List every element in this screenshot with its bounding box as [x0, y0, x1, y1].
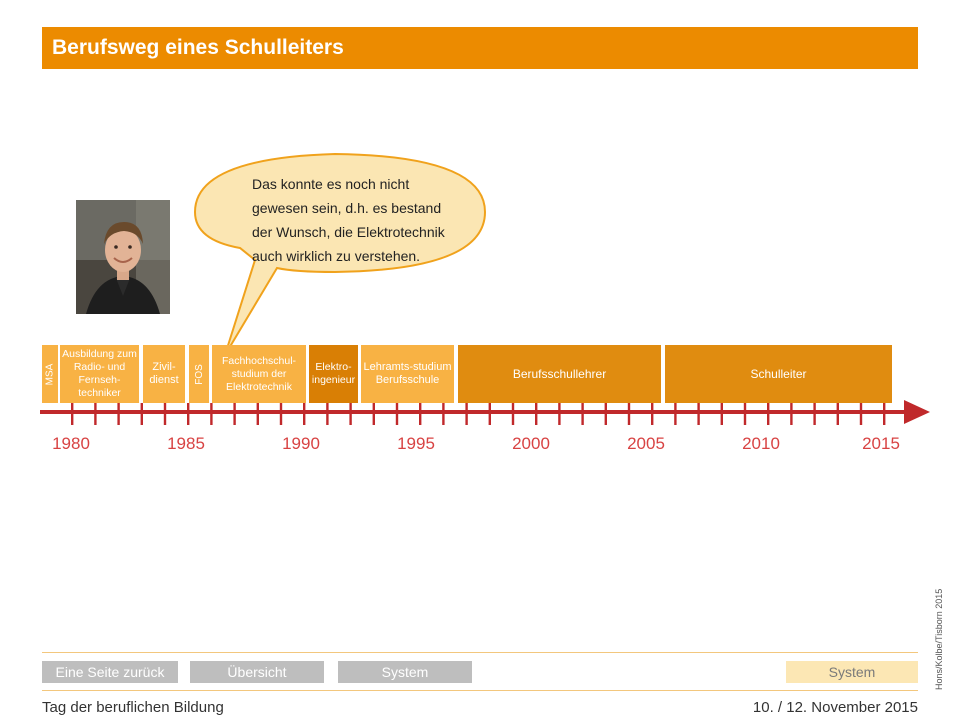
year-label: 2000	[512, 434, 550, 453]
timeline-tick	[349, 403, 351, 425]
timeline-tick	[117, 403, 119, 425]
year-label: 1990	[282, 434, 320, 453]
segment-label: Zivil-dienst	[149, 361, 179, 386]
segment-label: Ausbildung zum Radio- und Fernseh-techniker	[62, 348, 137, 399]
timeline-tick	[465, 403, 467, 425]
timeline-tick	[164, 403, 166, 425]
footer-divider	[42, 652, 918, 653]
segment-label: Lehramts-studium Berufsschule	[363, 361, 452, 386]
timeline-tick	[442, 403, 444, 425]
segment-fachhochschulstudium	[212, 345, 306, 403]
segment-label: MSA	[44, 363, 56, 385]
timeline-tick	[674, 403, 676, 425]
timeline-tick	[280, 403, 282, 425]
footer-date: 10. / 12. November 2015	[752, 699, 918, 716]
segment-berufsschullehrer	[458, 345, 661, 403]
timeline-tick	[558, 403, 560, 425]
year-label: 1995	[397, 434, 435, 453]
timeline-tick	[605, 403, 607, 425]
speech-line: Das konnte es noch nicht	[252, 176, 410, 192]
timeline-tick	[210, 403, 212, 425]
timeline-tick	[373, 403, 375, 425]
segment-zivildienst	[143, 345, 185, 403]
timeline-arrowhead	[904, 400, 930, 424]
timeline-tick	[326, 403, 328, 425]
timeline-tick	[837, 403, 839, 425]
timeline-tick	[489, 403, 491, 425]
timeline-tick	[697, 403, 699, 425]
timeline-tick	[187, 403, 189, 425]
speech-line: der Wunsch, die Elektrotechnik	[252, 224, 445, 240]
segment-msa	[42, 345, 58, 403]
timeline-tick	[721, 403, 723, 425]
timeline-tick	[581, 403, 583, 425]
segment-fos	[189, 345, 209, 403]
timeline-tick	[257, 403, 259, 425]
overview-button[interactable]: Übersicht	[190, 661, 324, 683]
year-label: 2015	[862, 434, 900, 453]
timeline-line	[40, 410, 908, 414]
system-button[interactable]: System	[338, 661, 472, 683]
year-label: 1980	[52, 434, 90, 453]
segment-ausbildung	[60, 345, 139, 403]
timeline-tick	[883, 403, 885, 425]
timeline-axis	[38, 398, 934, 430]
timeline-tick	[860, 403, 862, 425]
timeline-tick	[651, 403, 653, 425]
speech-line: auch wirklich zu verstehen.	[252, 248, 421, 264]
footer-divider	[42, 690, 918, 691]
segment-label: Schulleiter	[750, 366, 807, 381]
credit-text: Hons/Kolbe/Tisborn 2015	[934, 588, 944, 690]
timeline-tick	[141, 403, 143, 425]
back-button[interactable]: Eine Seite zurück	[42, 661, 178, 683]
timeline-tick	[512, 403, 514, 425]
speech-line: gewesen sein, d.h. es bestand	[252, 200, 442, 216]
page-title: Berufsweg eines Schulleiters	[52, 36, 344, 59]
timeline-tick	[628, 403, 630, 425]
timeline-tick	[744, 403, 746, 425]
segment-label: FOS	[193, 363, 205, 385]
year-label: 2005	[627, 434, 665, 453]
timeline-tick	[71, 403, 73, 425]
timeline-tick	[303, 403, 305, 425]
speech-bubble-text	[252, 172, 487, 268]
footer-event-title: Tag der beruflichen Bildung	[42, 699, 224, 716]
timeline-tick	[419, 403, 421, 425]
segment-label: Fachhochschul-studium der Elektrotechnik	[221, 354, 297, 393]
year-label: 1985	[167, 434, 205, 453]
segment-elektroingenieur	[309, 345, 358, 403]
portrait-photo	[76, 200, 170, 314]
segment-schulleiter	[665, 345, 892, 403]
timeline-tick	[813, 403, 815, 425]
year-label: 2010	[742, 434, 780, 453]
timeline-tick	[233, 403, 235, 425]
timeline-tick	[535, 403, 537, 425]
segment-label: Berufsschullehrer	[512, 366, 607, 381]
segment-label: Elektro-ingenieur	[311, 361, 356, 386]
system-button-active[interactable]: System	[786, 661, 918, 683]
segment-lehramtsstudium	[361, 345, 454, 403]
timeline-tick	[767, 403, 769, 425]
timeline-tick	[396, 403, 398, 425]
timeline-tick	[94, 403, 96, 425]
title-bar	[42, 27, 918, 69]
timeline-tick	[790, 403, 792, 425]
